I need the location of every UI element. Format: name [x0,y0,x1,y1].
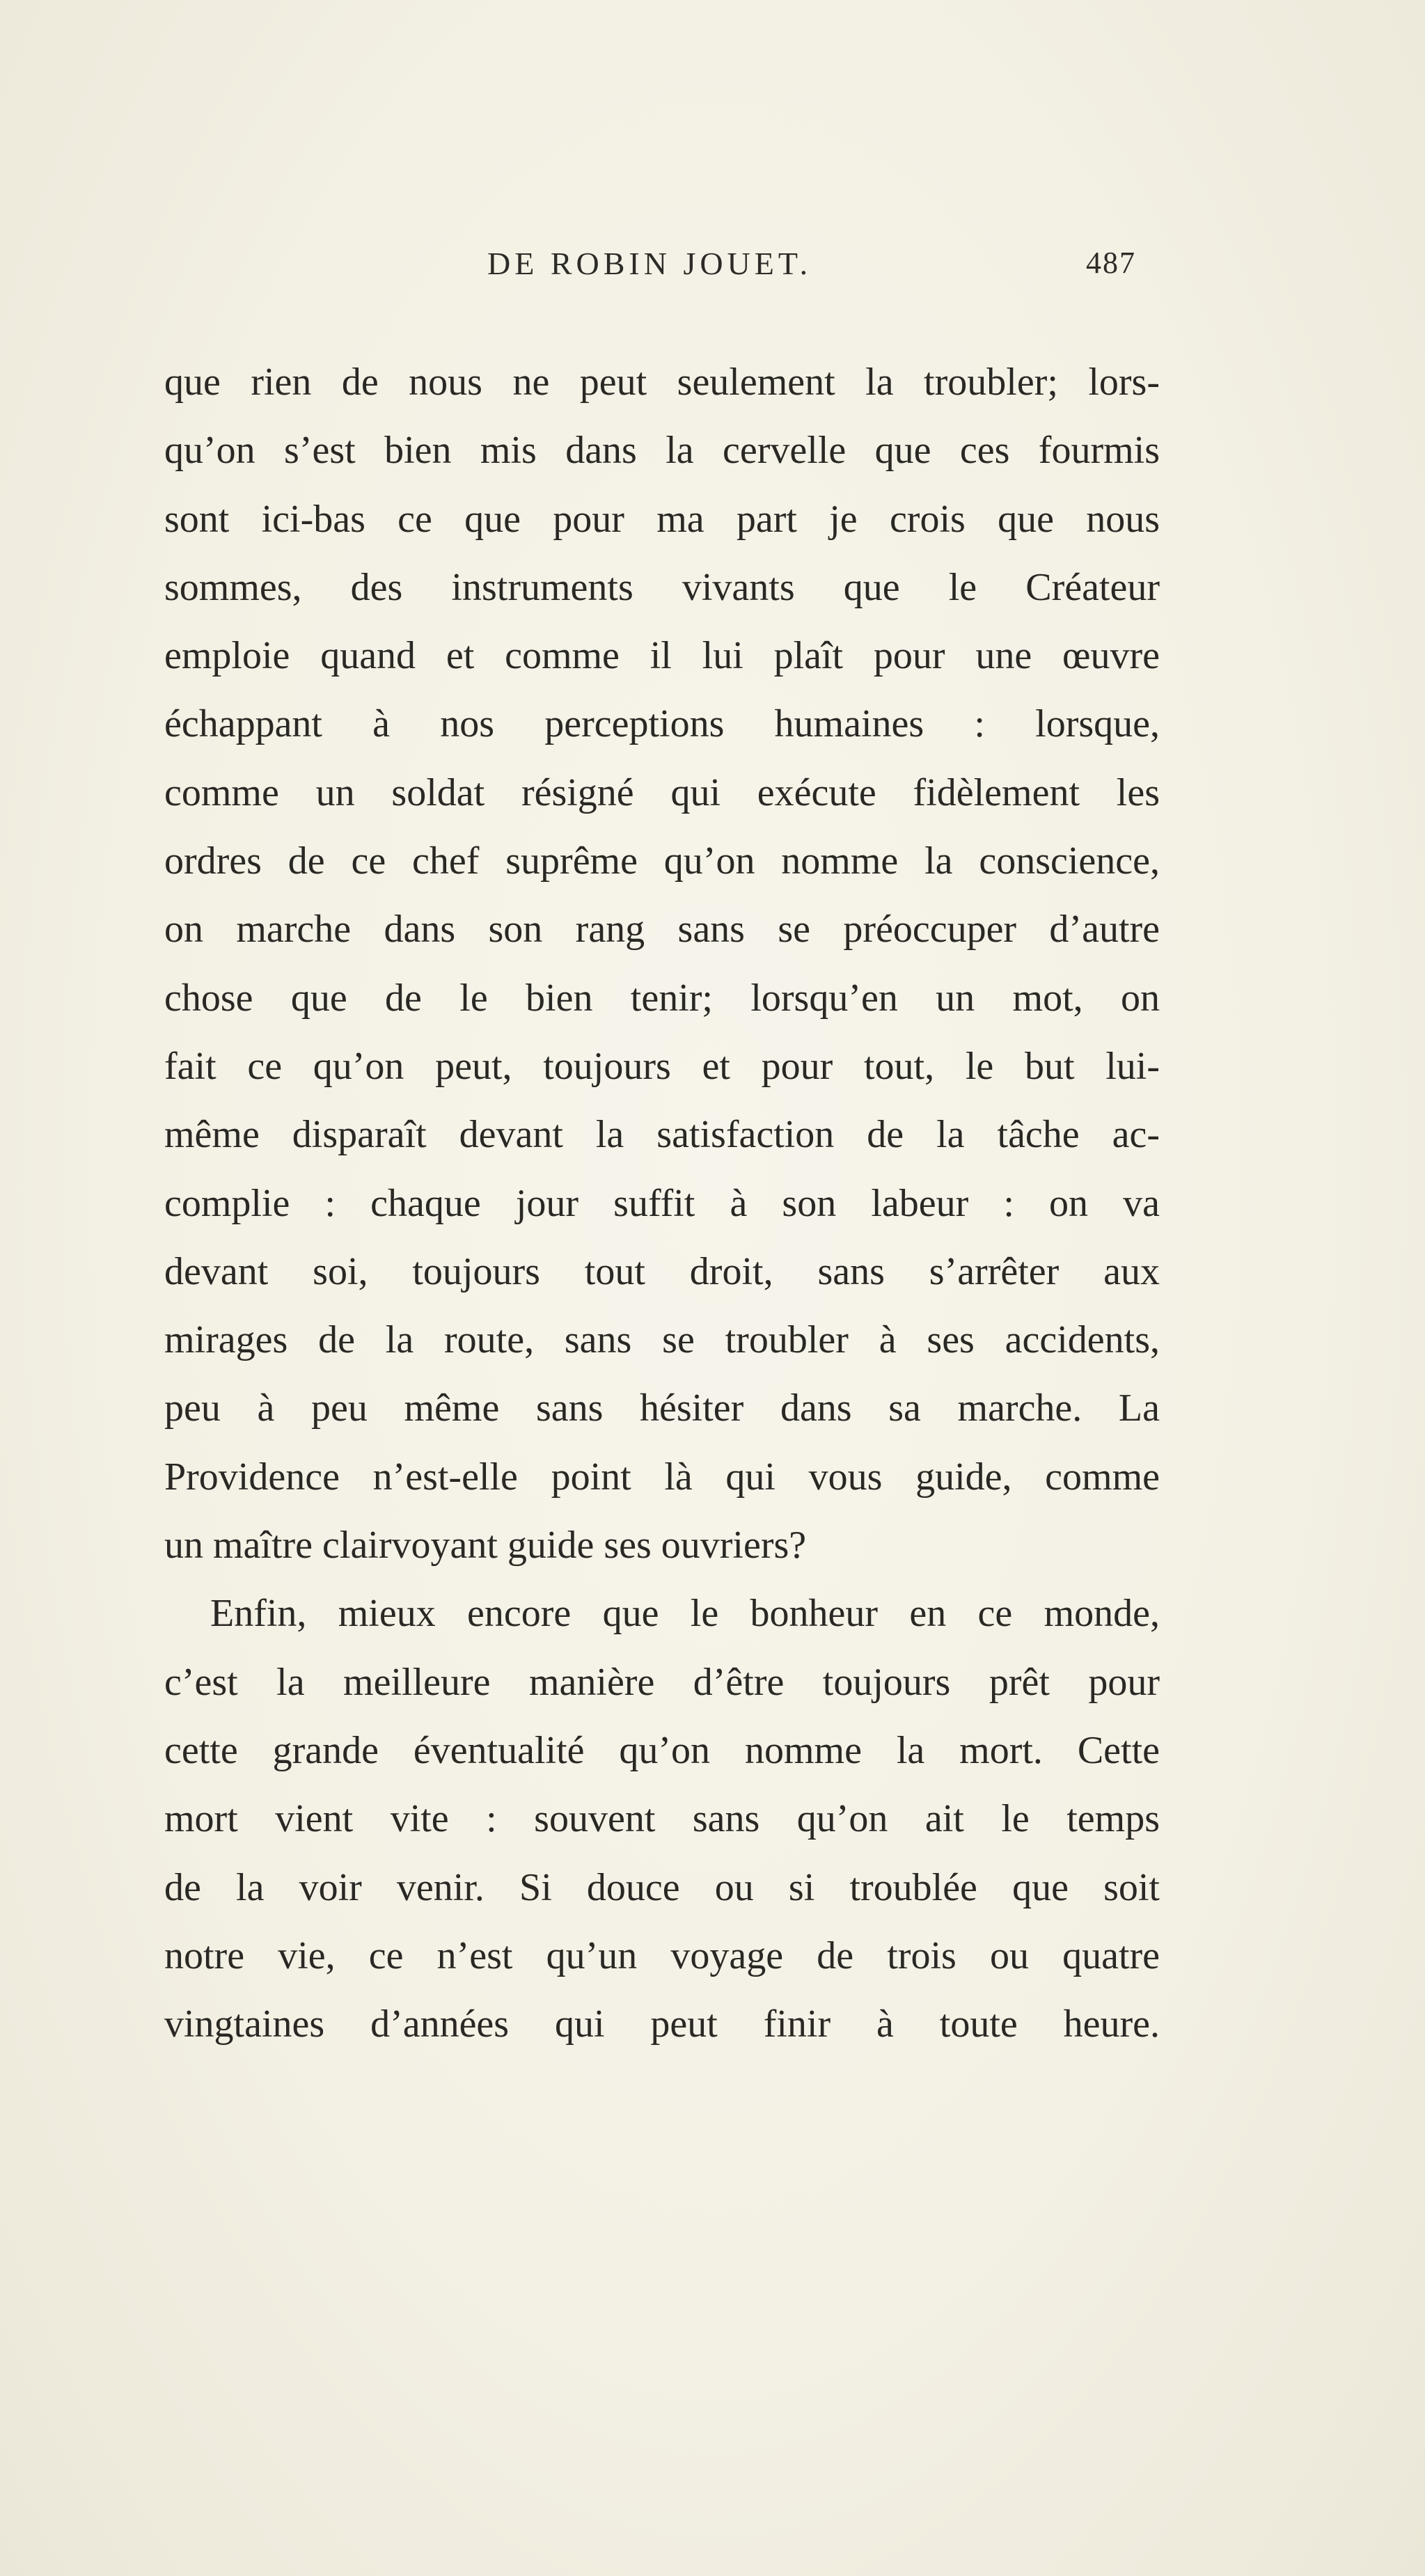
text-line: vingtaines d’années qui peut finir à toute heure. [164,2002,1160,2046]
text-line: fait ce qu’on peut, toujours et pour tout, le but lui- [164,1044,1160,1088]
page-number: 487 [1086,246,1136,280]
text-line: qu’on s’est bien mis dans la cervelle que ces fourmis [164,429,1160,473]
text-line: devant soi, toujours tout droit, sans s’arrêter aux [164,1249,1160,1293]
running-title: DE ROBIN JOUET. [487,246,812,281]
text-line: sont ici-bas ce que pour ma part je crois que nous [164,497,1160,541]
text-line: échappant à nos perceptions humaines : lorsque, [164,702,1160,746]
text-line: un maître clairvoyant guide ses ouvriers? [164,1524,807,1567]
text-line: Enfin, mieux encore que le bonheur en ce monde, [210,1592,1160,1636]
text-line: cette grande éventualité qu’on nomme la mort. Cette [164,1728,1160,1772]
text-line: peu à peu même sans hésiter dans sa marche. La [164,1386,1160,1430]
text-line: c’est la meilleure manière d’être toujours prêt pour [164,1660,1160,1704]
text-line: de la voir venir. Si douce ou si troublée que soit [164,1865,1160,1909]
text-line: emploie quand et comme il lui plaît pour une œuvre [164,634,1160,678]
page-header [0,245,1425,287]
text-line: complie : chaque jour suffit à son labeur : on va [164,1181,1160,1225]
text-line: on marche dans son rang sans se préoccuper d’autre [164,908,1160,951]
text-line: notre vie, ce n’est qu’un voyage de trois ou quatre [164,1934,1160,1977]
text-line: sommes, des instruments vivants que le Créateur [164,565,1160,609]
text-line: Providence n’est-elle point là qui vous guide, comme [164,1455,1160,1499]
text-line: ordres de ce chef suprême qu’on nomme la conscience, [164,839,1160,883]
text-line: mort vient vite : souvent sans qu’on ait le temps [164,1797,1160,1841]
text-line: que rien de nous ne peut seulement la troubler; lors- [164,361,1160,404]
text-line: mirages de la route, sans se troubler à ses accidents, [164,1318,1160,1362]
text-line: chose que de le bien tenir; lorsqu’en un mot, on [164,976,1160,1020]
text-line: même disparaît devant la satisfaction de la tâche ac- [164,1113,1160,1157]
body-text [164,348,1160,2058]
text-line: comme un soldat résigné qui exécute fidèlement les [164,771,1160,814]
